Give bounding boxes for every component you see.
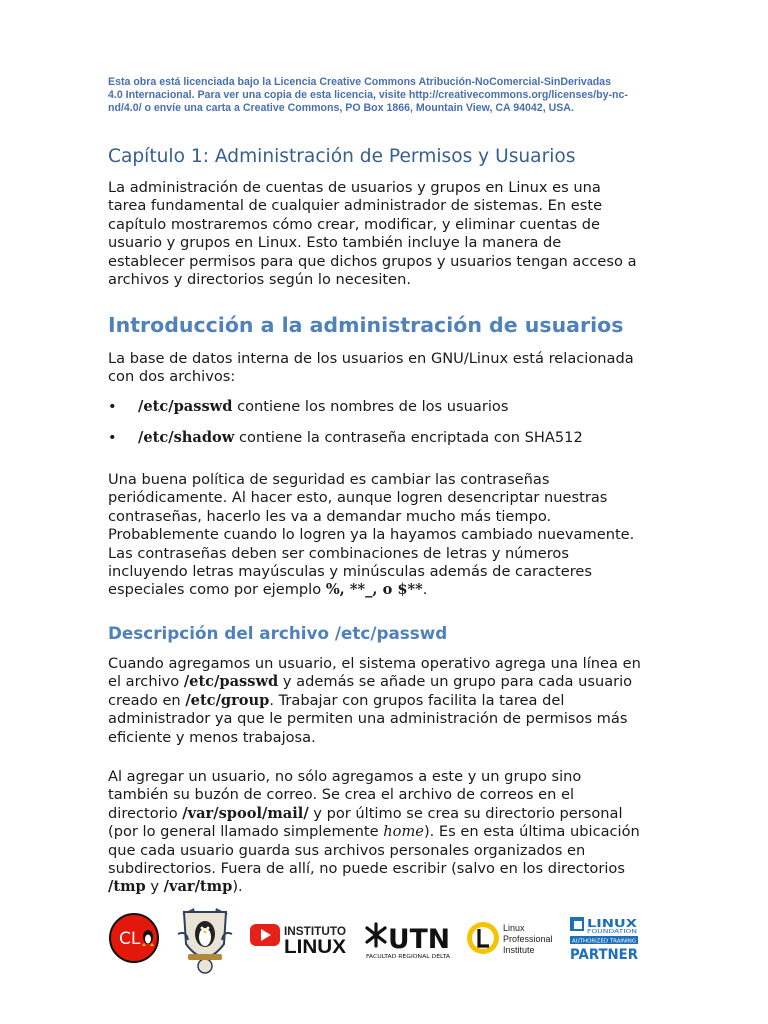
section-intro xyxy=(108,350,668,387)
mailbox-text: ). xyxy=(232,878,243,896)
lf-top-text: LINUX xyxy=(587,917,638,930)
code-var-spool-mail: /var/spool/mail/ xyxy=(182,804,309,822)
intro-line: usuario y grupos en Linux. Esto también incluye la manera de xyxy=(108,234,562,252)
section-intro-line: con dos archivos: xyxy=(108,368,236,386)
license-line-1: Esta obra está licenciada bajo la Licencia Creative Commons Atribución-NoComercial-SinDerivadas xyxy=(108,76,611,88)
policy-line-last xyxy=(108,581,668,599)
instituto-text: INSTITUTO xyxy=(284,926,347,938)
bullet-text: contiene la contraseña encriptada con SHA512 xyxy=(234,429,583,446)
policy-line: contraseñas, hacerlo les va a demandar mucho más tiempo. xyxy=(108,507,552,525)
policy-line: Una buena política de seguridad es cambiar las contraseñas xyxy=(108,471,550,488)
mailbox-text: ). Es en esta última ubicación xyxy=(423,823,640,841)
code-etc-passwd: /etc/passwd xyxy=(183,673,279,691)
bullet-symbol: • xyxy=(108,429,117,446)
linux-foundation-graphic xyxy=(568,914,640,962)
home-emphasis: home xyxy=(383,823,424,841)
passwd-line xyxy=(108,673,668,691)
sponsor-logos xyxy=(100,900,660,980)
lf-mid-text: FOUNDATION xyxy=(587,929,638,935)
passwd-text: el archivo xyxy=(108,673,184,691)
policy-line: incluyendo letras mayúsculas y minúsculas además de caracteres xyxy=(108,563,592,581)
passwd-text: creado en xyxy=(108,691,186,709)
intro-line: archivos y directorios según lo necesiten. xyxy=(108,271,411,289)
chapter-title: Capítulo 1: Administración de Permisos y Usuarios xyxy=(108,146,576,167)
bullet-text: contiene los nombres de los usuarios xyxy=(232,398,509,415)
utn-text: UTN xyxy=(388,924,450,955)
cl-logo-text: CL xyxy=(119,929,141,949)
lpi-logo xyxy=(465,916,557,964)
code-tmp: /tmp xyxy=(108,878,146,896)
mailbox-text: y xyxy=(145,878,164,896)
policy-text: especiales como por ejemplo xyxy=(108,581,326,599)
policy-line: periódicamente. Al hacer esto, aunque logren desencriptar nuestras xyxy=(108,489,608,507)
lf-partner-text: PARTNER xyxy=(570,947,639,962)
crest-logo xyxy=(174,904,236,980)
mailbox-line: Al agregar un usuario, no sólo agregamos a este y un grupo sino xyxy=(108,768,582,785)
intro-line: tarea fundamental de cualquier administrador de sistemas. En este xyxy=(108,197,603,215)
intro-line: La administración de cuentas de usuarios y grupos en Linux es una xyxy=(108,179,601,196)
lf-band-text: AUTHORIZED TRAINING xyxy=(572,938,636,945)
mailbox-paragraph xyxy=(108,768,668,897)
intro-line: capítulo mostraremos cómo crear, modificar, y eliminar cuentas de xyxy=(108,215,600,233)
cl-logo xyxy=(108,912,160,968)
code-etc-group: /etc/group xyxy=(185,691,270,709)
mailbox-line xyxy=(108,805,668,823)
mailbox-text: directorio xyxy=(108,804,183,822)
code-etc-shadow: /etc/shadow xyxy=(138,429,235,446)
passwd-paragraph xyxy=(108,655,668,747)
policy-end: . xyxy=(422,581,428,599)
passwd-text: . Trabajar con grupos facilita la tarea del xyxy=(269,691,565,709)
utn-subtitle: FACULTAD REGIONAL DELTA xyxy=(366,954,451,960)
linux-foundation-logo xyxy=(568,914,640,966)
mailbox-text: y por último se crea su directorio personal xyxy=(308,804,623,822)
instituto-linux-logo xyxy=(250,918,350,962)
utn-logo xyxy=(364,918,454,964)
license-notice xyxy=(108,76,668,115)
policy-line: Las contraseñas deben ser combinaciones de letras y números xyxy=(108,544,569,562)
bullet-symbol: • xyxy=(108,398,117,415)
intro-line: establecer permisos para que dichos grupos y usuarios tengan acceso a xyxy=(108,252,637,270)
lpi-line-1: Linux xyxy=(503,923,525,933)
intro-paragraph xyxy=(108,179,668,289)
utn-graphic xyxy=(364,918,454,960)
crest-graphic xyxy=(174,904,236,976)
license-line-2: 4.0 Internacional. Para ver una copia de esta licencia, visite http://creativecommons.org/licenses/by-nc- xyxy=(108,89,628,101)
passwd-line xyxy=(108,692,668,710)
mailbox-text: (por lo general llamado simplemente xyxy=(108,823,384,841)
passwd-text: y además se añade un grupo para cada usuario xyxy=(278,673,633,691)
passwd-line: administrador ya que le permiten una administración de permisos más xyxy=(108,710,628,728)
section-title: Introducción a la administración de usuarios xyxy=(108,313,624,337)
lpi-line-3: Institute xyxy=(503,945,535,955)
passwd-line: Cuando agregamos un usuario, el sistema operativo agrega una línea en xyxy=(108,655,641,672)
policy-paragraph xyxy=(108,471,668,600)
special-characters: %, **_, o $** xyxy=(325,581,423,599)
linux-text: LINUX xyxy=(284,937,347,958)
lpi-line-2: Professional xyxy=(503,934,553,944)
code-var-tmp: /var/tmp xyxy=(163,878,233,896)
section-intro-line: La base de datos interna de los usuarios en GNU/Linux está relacionada xyxy=(108,350,634,367)
mailbox-line xyxy=(108,823,668,841)
lpi-graphic xyxy=(465,916,557,960)
passwd-line: eficiente y menos trabajosa. xyxy=(108,728,316,746)
policy-line: Probablemente cuando lo logren ya la hayamos cambiado nuevamente. xyxy=(108,526,635,544)
instituto-linux-graphic xyxy=(250,918,350,958)
mailbox-line: también su buzón de correo. Se crea el archivo de correos en el xyxy=(108,786,575,804)
mailbox-line: subdirectorios. Fuera de allí, no puede escribir (salvo en los directorios xyxy=(108,860,625,878)
license-line-3: nd/4.0/ o envíe una carta a Creative Commons, PO Box 1866, Mountain View, CA 94042, USA. xyxy=(108,102,574,114)
code-etc-passwd: /etc/passwd xyxy=(138,398,233,415)
mailbox-line xyxy=(108,878,668,896)
subsection-title: Descripción del archivo /etc/passwd xyxy=(108,623,448,643)
cl-logo-graphic xyxy=(108,912,160,964)
mailbox-line: que cada usuario guarda sus archivos personales organizados en xyxy=(108,841,586,859)
